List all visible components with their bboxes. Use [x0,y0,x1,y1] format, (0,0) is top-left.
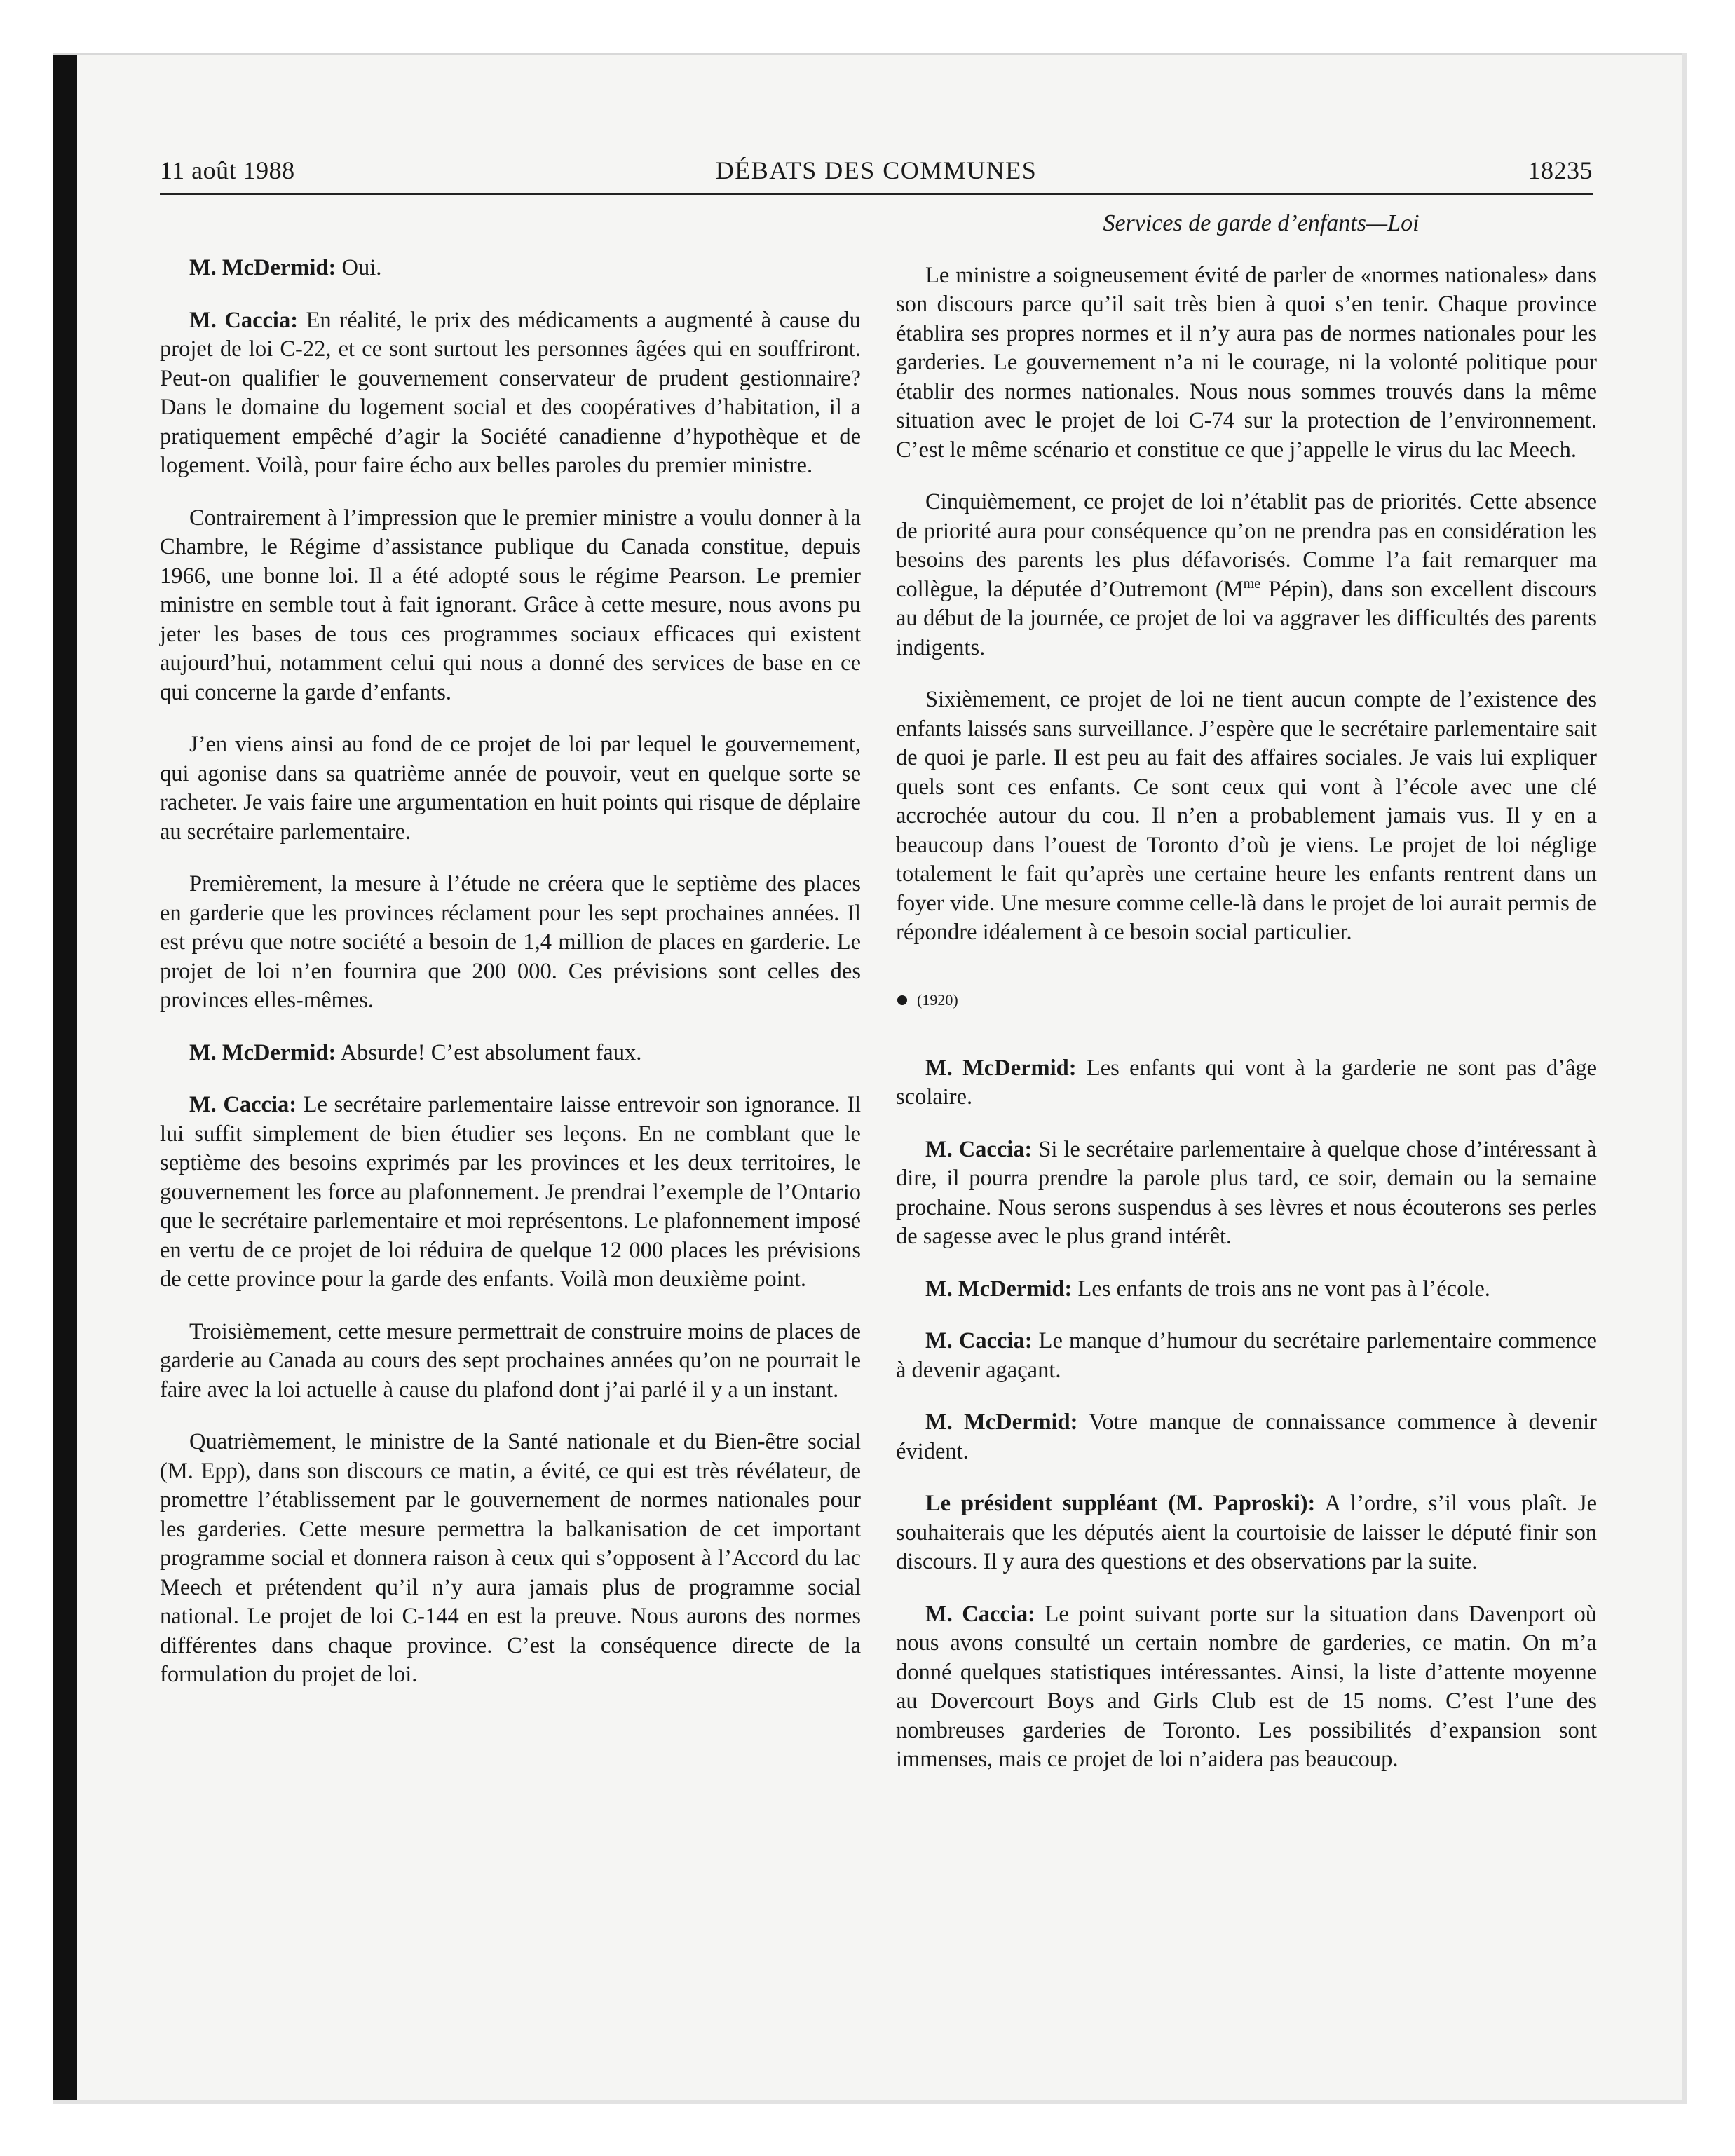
speaker-name: M. Caccia: [189,1092,297,1117]
speaker-name: M. McDermid: [925,1055,1077,1081]
paragraph-text: Troisièmement, cette mesure permettrait de construire moins de places de garderie au Canada au cours des sept prochaines années qu’on ne pourrait le faire avec la loi actuelle à cause du plafond dont j’ai parlé il y a un instant. [160,1318,861,1403]
paragraph-text: En réalité, le prix des médicaments a augmenté à cause du projet de loi C-22, et ce sont surtout les personnes âgées qui en souffriront. Peut-on qualifier le gouvernement conservateur de prudent gestionnaire? Dans le domaine du logement social et des coopératives d’habitation, il a pratiquement empêché d’agir la Société canadienne d’hypothèque et de logement. Voilà, pour faire écho aux belles paroles du premier ministre. [160,307,861,478]
speaker-name: M. McDermid: [189,1039,336,1065]
speaker-name: M. Caccia: [925,1328,1033,1353]
speaker-name: M. McDermid: [925,1276,1073,1302]
speaker-name: Le président suppléant (M. Paproski): [925,1491,1316,1516]
timestamp-text: (1920) [917,990,958,1009]
paragraph-text: Le ministre a soigneusement évité de parler de «normes nationales» dans son discours parce qu’il sait très bien à quoi s’en tenir. Chaque province établira ses propres normes et il n’y aura pas de normes nationales pour les garderies. Le gouvernement n’a ni le courage, ni la volonté politique pour établir des normes nationales. Nous nous sommes trouvés dans la même situation avec le projet de loi C-74 sur la protection de l’environnement. C’est le même scénario et constitue ce que j’appelle le virus du lac Meech. [896,262,1597,463]
paragraph-text: Cinquièmement, ce projet de loi n’établit pas de priorités. Cette absence de priorité aura pour conséquence qu’on ne prendra pas en considération les besoins des parents les plus défavorisés. Comme l’a fait remarquer ma collègue, la députée d’Outremont ($M^{me}$ Pépin), dans son excellent discours au début de la journée, ce projet de loi va aggraver les difficultés des parents indigents. [896,489,1597,660]
speaker-name: M. McDermid: [925,1410,1078,1435]
header-journal-title: DÉBATS DES COMMUNES [715,156,1037,184]
paragraph [160,870,861,1016]
paragraph [896,261,1597,465]
paragraph [896,685,1597,948]
speaker-name: M. Caccia: [189,307,299,333]
scan-border-right [1682,53,1687,2104]
speaker-name: M. Caccia: [925,1601,1035,1627]
right-column-paragraphs-after [896,1054,1597,1775]
paragraph [896,1327,1597,1385]
paragraph-text: Oui. [336,255,382,280]
paragraph [896,488,1597,662]
scan-border-bottom [53,2100,1687,2104]
paragraph [160,730,861,847]
header-rule [160,193,1593,195]
running-head [160,156,1593,192]
left-column [160,254,861,1713]
paragraph-text: Le secrétaire parlementaire laisse entrevoir son ignorance. Il lui suffit simplement de bien étudier ses leçons. En ne comblant que le septième des besoins exprimés par les provinces et les deux territoires, le gouvernement les force au plafonnement. Je prendrai l’exemple de l’Ontario que le secrétaire parlementaire et moi représentons. Le plafonnement imposé en vertu de ce projet de loi réduira de quelque 12 000 places les prévisions de cette province pour la garde des enfants. Voilà mon deuxième point. [160,1092,861,1292]
paragraph-text: Le manque d’humour du secrétaire parlementaire commence à devenir agaçant. [896,1328,1597,1383]
paragraph [160,306,861,481]
paragraph-text: A l’ordre, s’il vous plaît. Je souhaiterais que les députés aient la courtoisie de laisser le député finir son discours. Il y aura des questions et des observations par la suite. [896,1491,1597,1574]
paragraph-text: Quatrièmement, le ministre de la Santé nationale et du Bien-être social (M. Epp), dans son discours ce matin, a évité, ce qui est très révélateur, de promettre l’établissement par le gouvernement de normes nationales pour les garderies. Cette mesure permettra la balkanisation de cet important programme social et donnera raison à ceux qui s’opposent à l’Accord du lac Meech et prétendent qu’il n’y aura jamais plus de programme social national. Le projet de loi C-144 en est la preuve. Nous aurons des normes différentes dans chaque province. C’est la conséquence directe de la formulation du projet de loi. [160,1429,861,1687]
paragraph [160,254,861,283]
paragraph-text: J’en viens ainsi au fond de ce projet de loi par lequel le gouvernement, qui agonise dans sa quatrième année de pouvoir, veut en quelque sorte se racheter. Je vais faire une argumentation en huit points qui risque de déplaire au secrétaire parlementaire. [160,732,861,845]
paragraph-text: Absurde! C’est absolument faux. [336,1039,642,1065]
timestamp-marker [896,990,1597,1011]
paragraph-text: Si le secrétaire parlementaire à quelque chose d’intéressant à dire, il pourra prendre la parole plus tard, ce soir, demain ou la semaine prochaine. Nous serons suspendus à ses lèvres et nous écouterons ses perles de sagesse avec le plus grand intérêt. [896,1136,1597,1249]
paragraph [160,1039,861,1068]
bullet-icon [897,995,907,1005]
right-column-paragraphs-before [896,261,1597,948]
speaker-name: M. McDermid: [189,255,336,280]
paragraph-text: Les enfants qui vont à la garderie ne sont pas d’âge scolaire. [896,1055,1597,1110]
paragraph [160,1428,861,1690]
paragraph-text: Le point suivant porte sur la situation dans Davenport où nous avons consulté un certain nombre de garderies, ce matin. On m’a donné quelques statistiques intéressantes. Ainsi, la liste d’attente moyenne au Dovercourt Boys and Girls Club est de 15 noms. C’est l’une des nombreuses garderies de Toronto. Les possibilités d’expansion sont immenses, mais ce projet de loi n’aidera pas beaucoup. [896,1601,1597,1772]
speaker-name: M. Caccia: [925,1136,1033,1162]
paragraph [896,1054,1597,1112]
paragraph [896,1135,1597,1252]
right-column [896,209,1597,1798]
paragraph [160,1318,861,1405]
paragraph-text: Les enfants de trois ans ne vont pas à l’école. [1072,1276,1490,1302]
header-page-number: 18235 [1528,156,1593,184]
paragraph [896,1275,1597,1304]
paragraph-text: Premièrement, la mesure à l’étude ne créera que le septième des places en garderie que les provinces réclament pour les sept prochaines années. Il est prévu que notre société a besoin de 1,4 million de places en garderie. Le projet de loi n’en fournira que 200 000. Ces prévisions sont celles des provinces elles-mêmes. [160,871,861,1013]
paragraph-text: Contrairement à l’impression que le premier ministre a voulu donner à la Chambre, le Régime d’assistance publique du Canada constitue, depuis 1966, une bonne loi. Il a été adopté sous le régime Pearson. Le premier ministre en semble tout à fait ignorant. Grâce à cette mesure, nous avons pu jeter les bases de tous ces programmes sociaux efficaces qui existent aujourd’hui, notamment celui qui nous a donné des services de base en ce qui concerne la garde d’enfants. [160,505,861,705]
header-date: 11 août 1988 [160,156,295,184]
paragraph-text: Votre manque de connaissance commence à devenir évident. [896,1410,1597,1464]
paragraph-text: Sixièmement, ce projet de loi ne tient aucun compte de l’existence des enfants laissés sans surveillance. J’espère que le secrétaire parlementaire sait de quoi je parle. Il est peu au fait des affaires sociales. Je vais lui expliquer quels sont ces enfants. Ce sont ceux qui vont à l’école avec une clé accrochée autour du cou. Il n’en a probablement jamais vus. Il y en a beaucoup dans l’ouest de Toronto d’où je viens. Le projet de loi néglige totalement le fait qu’après une certaine heure les enfants rentrent dans un foyer vide. Une mesure comme celle-là dans le projet de loi aurait permis de répondre idéalement à ce besoin social particulier. [896,687,1597,945]
paragraph [896,1408,1597,1466]
paragraph [896,1600,1597,1775]
paragraph [160,504,861,708]
scan-border-left [53,53,77,2104]
subject-heading: Services de garde d’enfants—Loi [1103,210,1420,236]
paragraph [896,1489,1597,1577]
paragraph [160,1091,861,1295]
